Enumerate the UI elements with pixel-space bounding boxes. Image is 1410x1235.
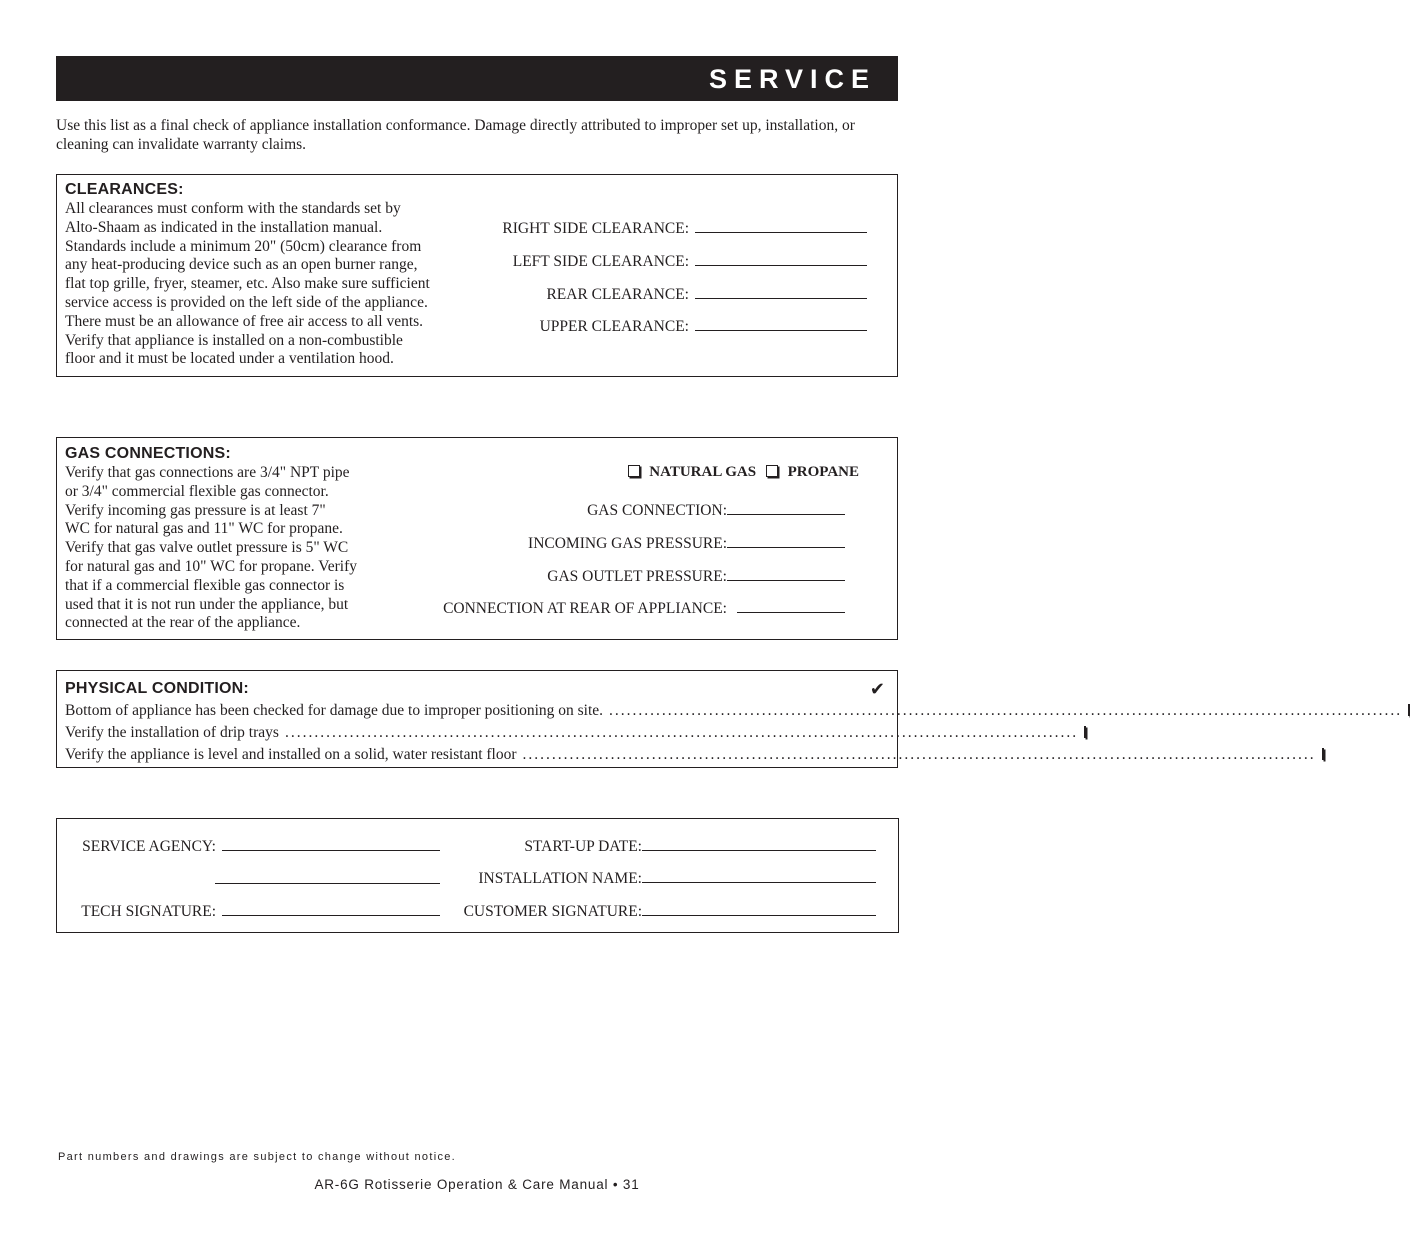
checkbox-icon[interactable] [1322,748,1324,760]
checkbox-icon[interactable] [1084,726,1086,738]
gas-type-options: NATURAL GAS PROPANE [628,463,859,481]
service-agency-line-2[interactable] [209,869,440,889]
tech-signature-line[interactable] [222,901,440,916]
page-title: SERVICE [708,64,876,94]
signoff-panel [56,818,899,933]
gas-connections-panel [56,437,898,640]
left-side-clearance-line[interactable] [695,251,867,266]
rear-clearance-line[interactable] [695,284,867,299]
leader-dots: ....................................................................................................................................... [284,724,1079,741]
gas-connection-line[interactable] [727,500,845,515]
gas-outlet-pressure-field[interactable]: GAS OUTLET PRESSURE: [547,566,845,586]
customer-signature-field[interactable]: CUSTOMER SIGNATURE: [464,901,876,921]
rear-clearance-field[interactable]: REAR CLEARANCE: [546,284,867,304]
right-side-clearance-line[interactable] [695,218,867,233]
rear-connection-field[interactable]: CONNECTION AT REAR OF APPLIANCE: [443,598,845,618]
customer-signature-line[interactable] [642,901,876,916]
service-agency-line[interactable] [222,836,440,851]
intro-text: Use this list as a final check of appliance installation conformance. Damage directly attributed to improper set up, installation, or cleaning can invalidate warranty claims. [56,117,855,153]
installation-name-line[interactable] [642,868,876,883]
gas-connections-heading: GAS CONNECTIONS: [65,445,231,462]
leader-dots: ....................................................................................................................................... [522,746,1316,763]
rear-connection-line[interactable] [737,598,845,613]
natural-gas-checkbox[interactable] [628,465,640,477]
startup-date-line[interactable] [642,836,876,851]
physical-condition-panel [56,670,1403,768]
tech-signature-field[interactable]: TECH SIGNATURE: [81,901,440,921]
gas-connection-field[interactable]: GAS CONNECTION: [587,500,845,520]
gas-outlet-pressure-line[interactable] [727,566,845,581]
service-agency-second-line[interactable] [215,869,440,884]
checklist-item: Bottom of appliance has been checked for damage due to improper positioning on site. ....................................................................................................................................... [65,702,887,720]
gas-connections-description: Verify that gas connections are 3/4" NPT pipe or 3/4" commercial flexible gas connector. Verify incoming gas pressure is at least 7" WC for natural gas and 11" WC for propane. Verify that gas valve outlet pressure is 5" WC for natural gas and 10" WC for propane. Verify that if a commercial flexible gas connector is used that it is not run under the appliance, but connected at the rear of the appliance. [65,464,357,632]
physical-condition-heading: PHYSICAL CONDITION: [65,680,249,697]
clearances-description: All clearances must conform with the standards set by Alto-Shaam as indicated in the installation manual. Standards include a minimum 20" (50cm) clearance from any heat-producing device such as an open burner range, flat top grille, fryer, steamer, etc. Also make sure sufficient service access is provided on the left side of the appliance. There must be an allowance of free air access to all vents. Verify that appliance is installed on a non-combustible floor and it must be located under a ventilation hood. [65,200,430,368]
checkmark-icon: ✔ [869,679,885,699]
left-side-clearance-field[interactable]: LEFT SIDE CLEARANCE: [513,251,867,271]
page-footer: AR-6G Rotisserie Operation & Care Manual • 31 [314,1177,640,1192]
clearances-heading: CLEARANCES: [65,181,184,198]
propane-checkbox[interactable] [766,465,778,477]
right-side-clearance-field[interactable]: RIGHT SIDE CLEARANCE: [502,218,867,238]
footer-note: Part numbers and drawings are subject to change without notice. [58,1151,457,1163]
service-agency-field[interactable]: SERVICE AGENCY: [82,836,440,856]
incoming-gas-pressure-field[interactable]: INCOMING GAS PRESSURE: [528,533,845,553]
startup-date-field[interactable]: START-UP DATE: [524,836,876,856]
clearances-panel [56,174,898,377]
incoming-gas-pressure-line[interactable] [727,533,845,548]
checklist-item: Verify the installation of drip trays ....................................................................................................................................... [65,724,887,742]
upper-clearance-field[interactable]: UPPER CLEARANCE: [540,316,867,336]
section-banner [56,56,898,101]
checklist-item: Verify the appliance is level and installed on a solid, water resistant floor ....................................................................................................................................... [65,746,887,764]
installation-name-field[interactable]: INSTALLATION NAME: [478,868,876,888]
upper-clearance-line[interactable] [695,316,867,331]
leader-dots: ....................................................................................................................................... [609,702,1403,719]
